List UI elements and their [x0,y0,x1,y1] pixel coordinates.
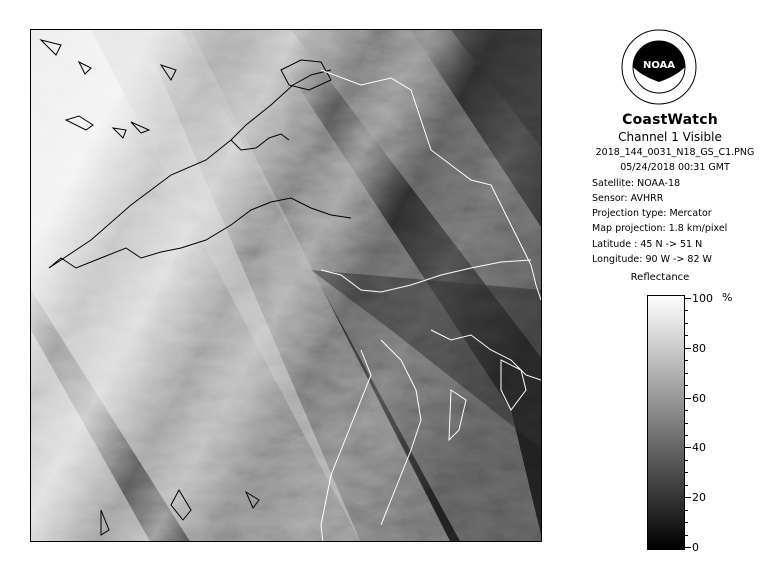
noaa-logo-icon [620,22,698,112]
colorbar-tick-label: 100 [692,292,713,305]
colorbar-tick-label: 20 [692,491,706,505]
channel-label: Channel 1 Visible [618,130,722,144]
product-title: CoastWatch [622,112,718,128]
colorbar-minor-tick [685,535,688,536]
metadata-block [575,145,775,267]
colorbar-minor-tick [685,410,688,411]
colorbar-minor-tick [685,485,688,486]
map-projection: Map projection: 1.8 km/pixel [592,223,728,235]
satellite: Satellite: NOAA-18 [592,177,681,189]
colorbar-minor-tick [685,522,688,523]
filename: 2018_144_0031_N18_GS_C1.PNG [595,147,755,158]
colorbar-minor-tick [685,335,688,336]
colorbar-minor-tick [685,385,688,386]
latitude-range: Latitude : 45 N -> 51 N [592,238,703,250]
colorbar-minor-tick [685,472,688,473]
colorbar-minor-tick [685,423,688,424]
colorbar-tick [685,298,691,299]
longitude-range: Longitude: 90 W -> 82 W [592,254,712,266]
colorbar-tick [685,398,691,399]
projection-type: Projection type: Mercator [592,208,712,220]
colorbar-tick-label: 60 [692,391,706,405]
colorbar-minor-tick [685,373,688,374]
map-svg [31,30,542,542]
colorbar-title: Reflectance [630,272,690,283]
colorbar-tick-label: 0 [692,541,699,554]
cloud-texture [31,30,542,542]
colorbar-tick-label: 80 [692,341,706,355]
colorbar-tick [685,348,691,349]
datetime: 05/24/2018 00:31 GMT [620,162,730,174]
colorbar-minor-tick [685,510,688,511]
colorbar [647,295,685,550]
colorbar-minor-tick [685,460,688,461]
colorbar-minor-tick [685,310,688,311]
noaa-logo [620,22,698,112]
noaa-logo-text: NOAA [642,60,676,71]
colorbar-tick [685,547,691,548]
colorbar-minor-tick [685,435,688,436]
colorbar-tick [685,497,691,498]
colorbar-tick-label: 40 [692,441,706,455]
colorbar-minor-tick [685,323,688,324]
sensor: Sensor: AVHRR [592,192,664,204]
colorbar-unit: % [722,291,733,304]
satellite-image-map[interactable] [30,29,542,542]
colorbar-tick [685,447,691,448]
colorbar-minor-tick [685,360,688,361]
